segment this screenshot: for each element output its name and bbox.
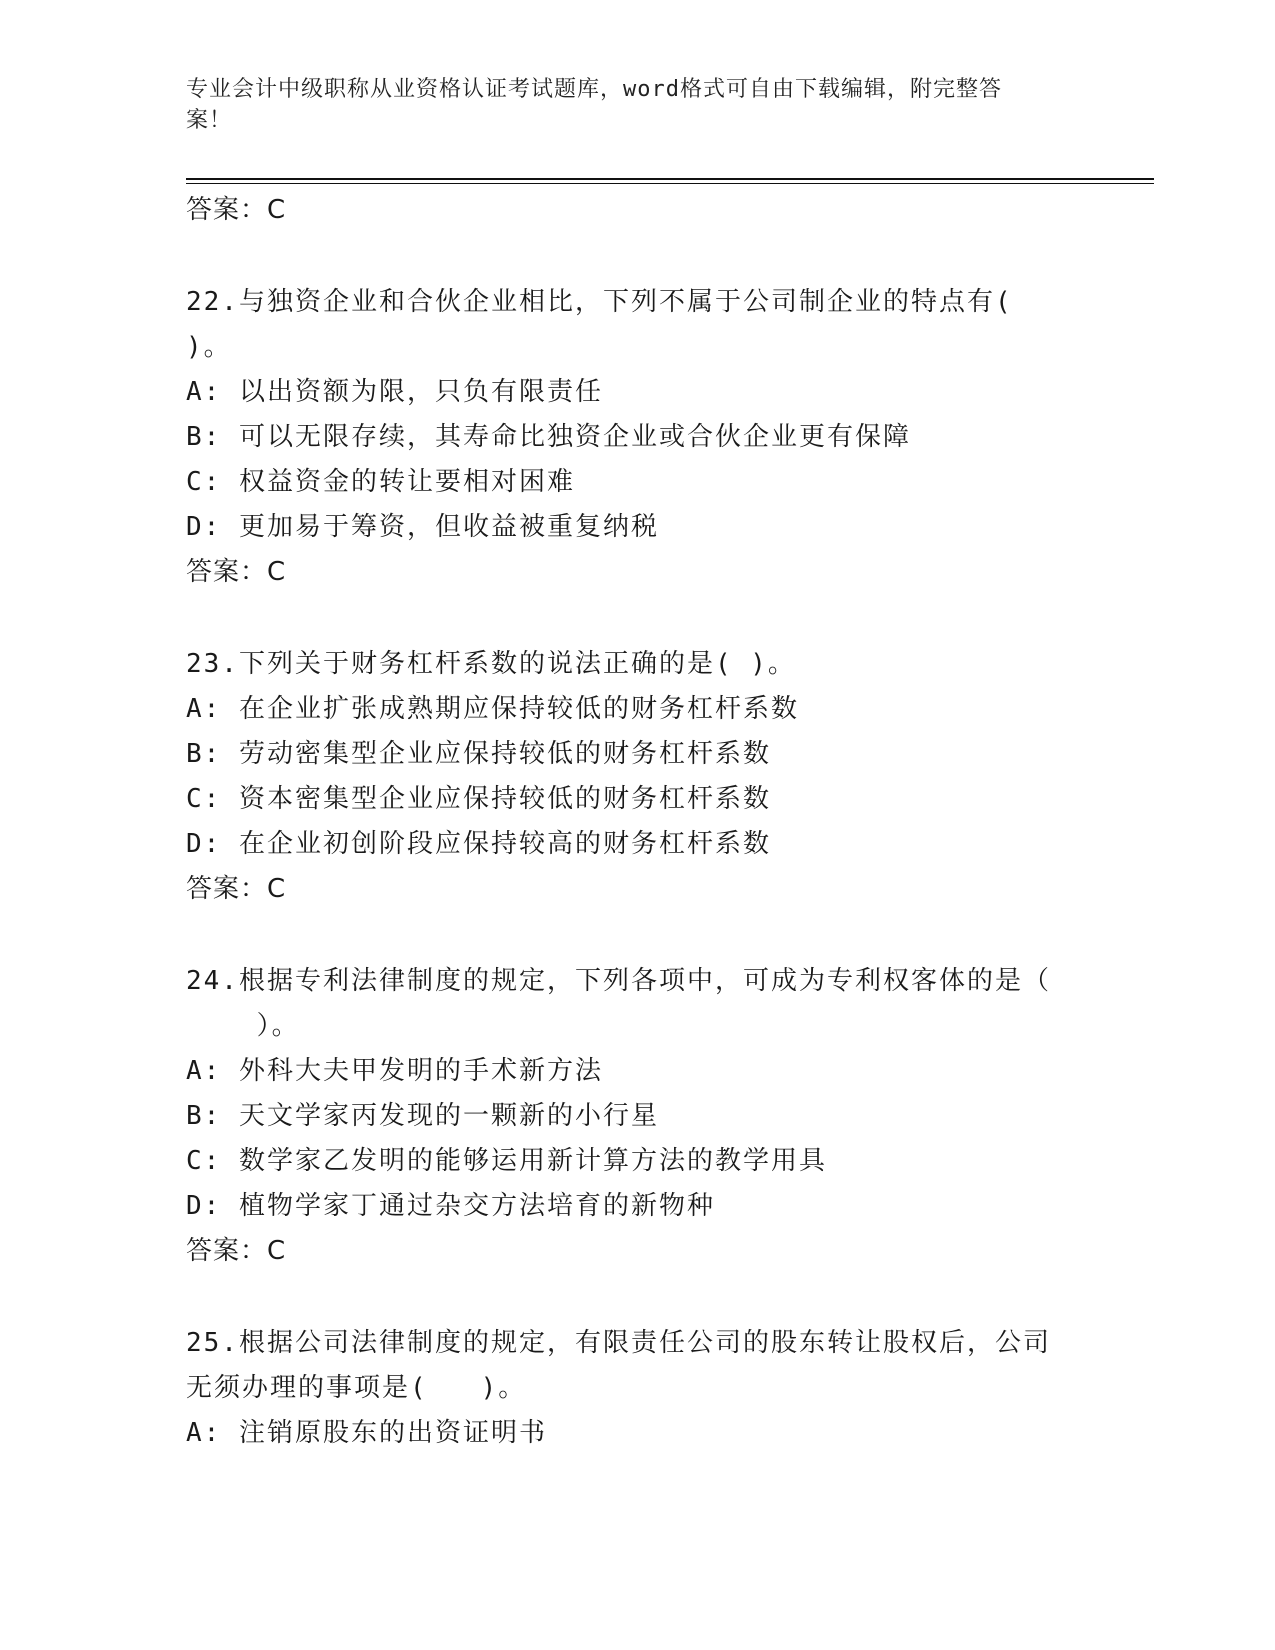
spacer (186, 233, 1086, 280)
option-a: A: 注销原股东的出资证明书 (186, 1418, 547, 1448)
option-d: D: 更加易于筹资，但收益被重复纳税 (186, 512, 659, 542)
answer-line: 答案：C (186, 195, 287, 225)
question-25 (186, 1321, 1086, 1456)
header-divider-thin (186, 183, 1154, 184)
option-c: C: 资本密集型企业应保持较低的财务杠杆系数 (186, 784, 771, 814)
question-list (186, 188, 1086, 1456)
question-22 (186, 280, 1086, 595)
question-stem: 23.下列关于财务杠杆系数的说法正确的是( )。 (186, 649, 796, 679)
option-b: B: 劳动密集型企业应保持较低的财务杠杆系数 (186, 739, 771, 769)
option-b: B: 可以无限存续，其寿命比独资企业或合伙企业更有保障 (186, 422, 911, 452)
spacer (186, 912, 1086, 959)
option-c: C: 数学家乙发明的能够运用新计算方法的教学用具 (186, 1146, 827, 1176)
question-23 (186, 642, 1086, 912)
header-line-1: 专业会计中级职称从业资格认证考试题库，word格式可自由下载编辑，附完整答 (186, 77, 1002, 102)
option-d: D: 植物学家丁通过杂交方法培育的新物种 (186, 1191, 715, 1221)
question-stem: ）。 (186, 1011, 300, 1041)
header-divider-thick (186, 178, 1154, 180)
spacer (186, 1274, 1086, 1321)
question-stem: )。 (186, 332, 232, 362)
answer-line: 答案：C (186, 1236, 287, 1266)
question-stem: 无须办理的事项是( )。 (186, 1373, 527, 1403)
header-line-2: 案！ (186, 108, 233, 133)
question-stem: 25.根据公司法律制度的规定，有限责任公司的股东转让股权后，公司 (186, 1328, 1051, 1358)
option-a: A: 在企业扩张成熟期应保持较低的财务杠杆系数 (186, 694, 799, 724)
option-d: D: 在企业初创阶段应保持较高的财务杠杆系数 (186, 829, 771, 859)
question-24 (186, 959, 1086, 1274)
option-c: C: 权益资金的转让要相对困难 (186, 467, 575, 497)
option-a: A: 以出资额为限，只负有限责任 (186, 377, 603, 407)
question-stem: 22.与独资企业和合伙企业相比，下列不属于公司制企业的特点有( (186, 287, 1013, 317)
option-b: B: 天文学家丙发现的一颗新的小行星 (186, 1101, 659, 1131)
document-header (186, 74, 1066, 136)
spacer (186, 595, 1086, 642)
question-stem: 24.根据专利法律制度的规定，下列各项中，可成为专利权客体的是（ (186, 966, 1051, 996)
option-a: A: 外科大夫甲发明的手术新方法 (186, 1056, 603, 1086)
answer-line: 答案：C (186, 874, 287, 904)
answer-line: 答案：C (186, 557, 287, 587)
